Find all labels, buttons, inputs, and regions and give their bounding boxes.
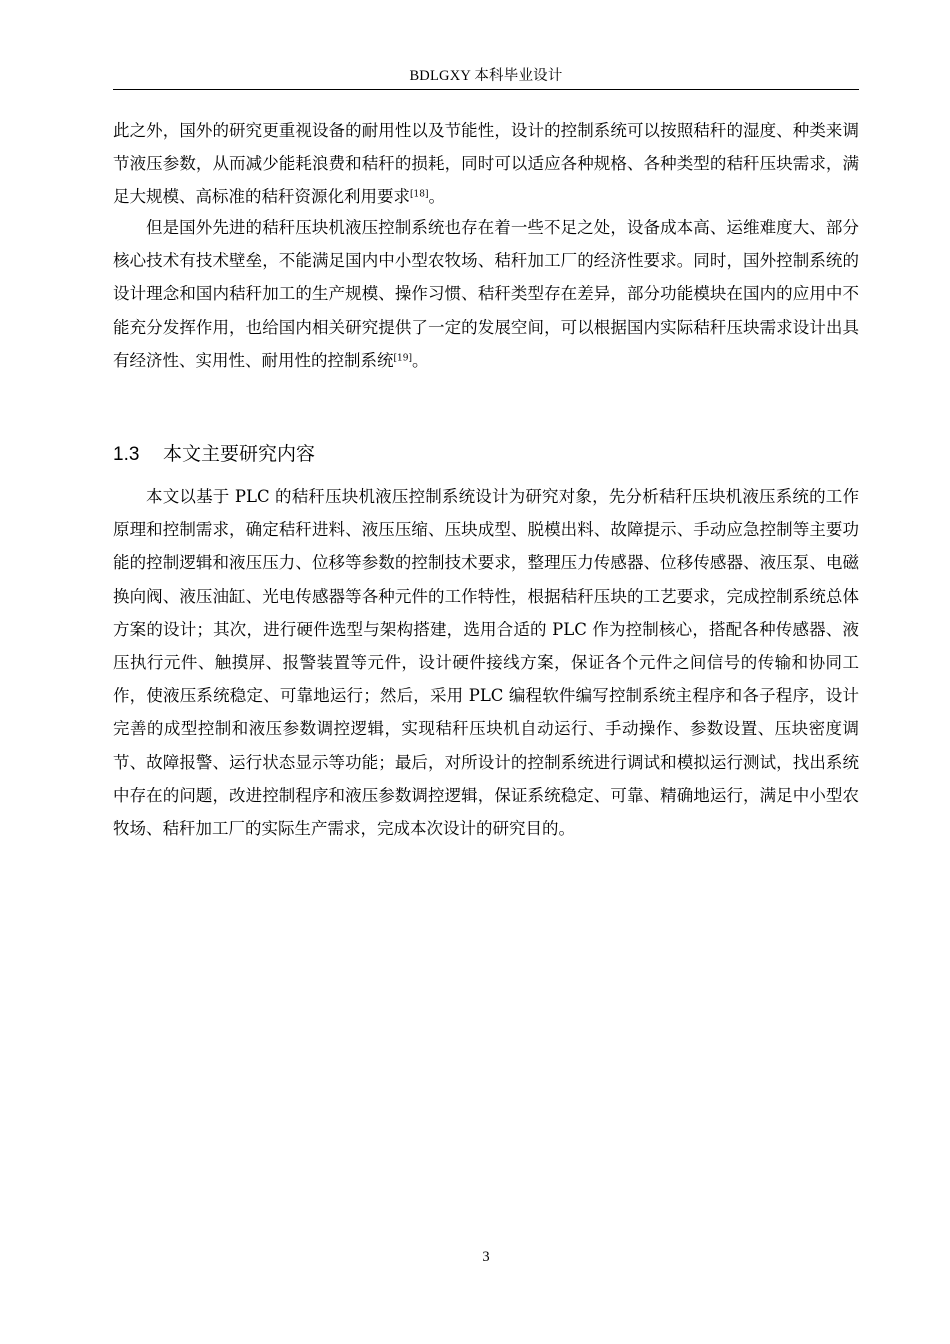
citation-19: [19] [393,353,412,364]
paragraph-2-end: 。 [411,350,429,370]
page-header: BDLGXY 本科毕业设计 [409,68,563,84]
section-title: 本文主要研究内容 [163,443,316,465]
paragraph-1-end: 。 [428,187,445,207]
section-number: 1.3 [113,444,140,465]
paragraph-3-text: 本文以基于 PLC 的秸秆压块机液压控制系统设计为研究对象，先分析秸秆压块机液压系统的工作原理和控制需求，确定秸秆进料、液压压缩、压块成型、脱模出料、故障提示、手动应急控制等主要功能的控制逻辑和液压压力、位移等参数的控制技术要求，整理压力传感器、位移传感器、液压泵、电磁换向阀、液压油缸、光电传感器等各种元件的工作特性，根据秸秆压块的工艺要求，完成控制系统总体方案的设计；其次，进行硬件选型与架构搭建，选用合适的 PLC 作为控制核心，搭配各种传感器、液压执行元件、触摸屏、报警装置等元件，设计硬件接线方案，保证各个元件之间信号的传输和协同工作，使液压系统稳定、可靠地运行；然后，采用 PLC 编程软件编写控制系统主程序和各子程序，设计完善的成型控制和液压参数调控逻辑，实现秸秆压块机自动运行、手动操作、参数设置、压块密度调节、故障报警、运行状态显示等功能；最后，对所设计的控制系统进行调试和模拟运行测试，找出系统中存在的问题，改进控制程序和液压参数调控逻辑，保证系统稳定、可靠、精确地运行，满足中小型农牧场、秸秆加工厂的实际生产需求，完成本次设计的研究目的。 [113,487,859,839]
body-paragraph-3 [113,480,859,845]
header-divider [113,89,859,90]
body-paragraph-1 [113,114,859,214]
body-paragraph-2 [113,211,859,377]
section-heading [113,440,315,469]
paragraph-2-text: 但是国外先进的秸秆压块机液压控制系统也存在着一些不足之处，设备成本高、运维难度大、部分核心技术有技术壁垒，不能满足国内中小型农牧场、秸秆加工厂的经济性要求。同时，国外控制系统的设计理念和国内秸秆加工的生产规模、操作习惯、秸秆类型存在差异，部分功能模块在国内的应用中不能充分发挥作用，也给国内相关研究提供了一定的发展空间，可以根据国内实际秸秆压块需求设计出具有经济性、实用性、耐用性的控制系统 [113,218,859,370]
paragraph-1-text: 此之外，国外的研究更重视设备的耐用性以及节能性，设计的控制系统可以按照秸秆的湿度、种类来调节液压参数，从而减少能耗浪费和秸秆的损耗，同时可以适应各种规格、各种类型的秸秆压块需求，满足大规模、高标准的秸秆资源化利用要求 [113,121,859,207]
citation-18: [18] [410,190,429,201]
page-number: 3 [482,1249,490,1265]
